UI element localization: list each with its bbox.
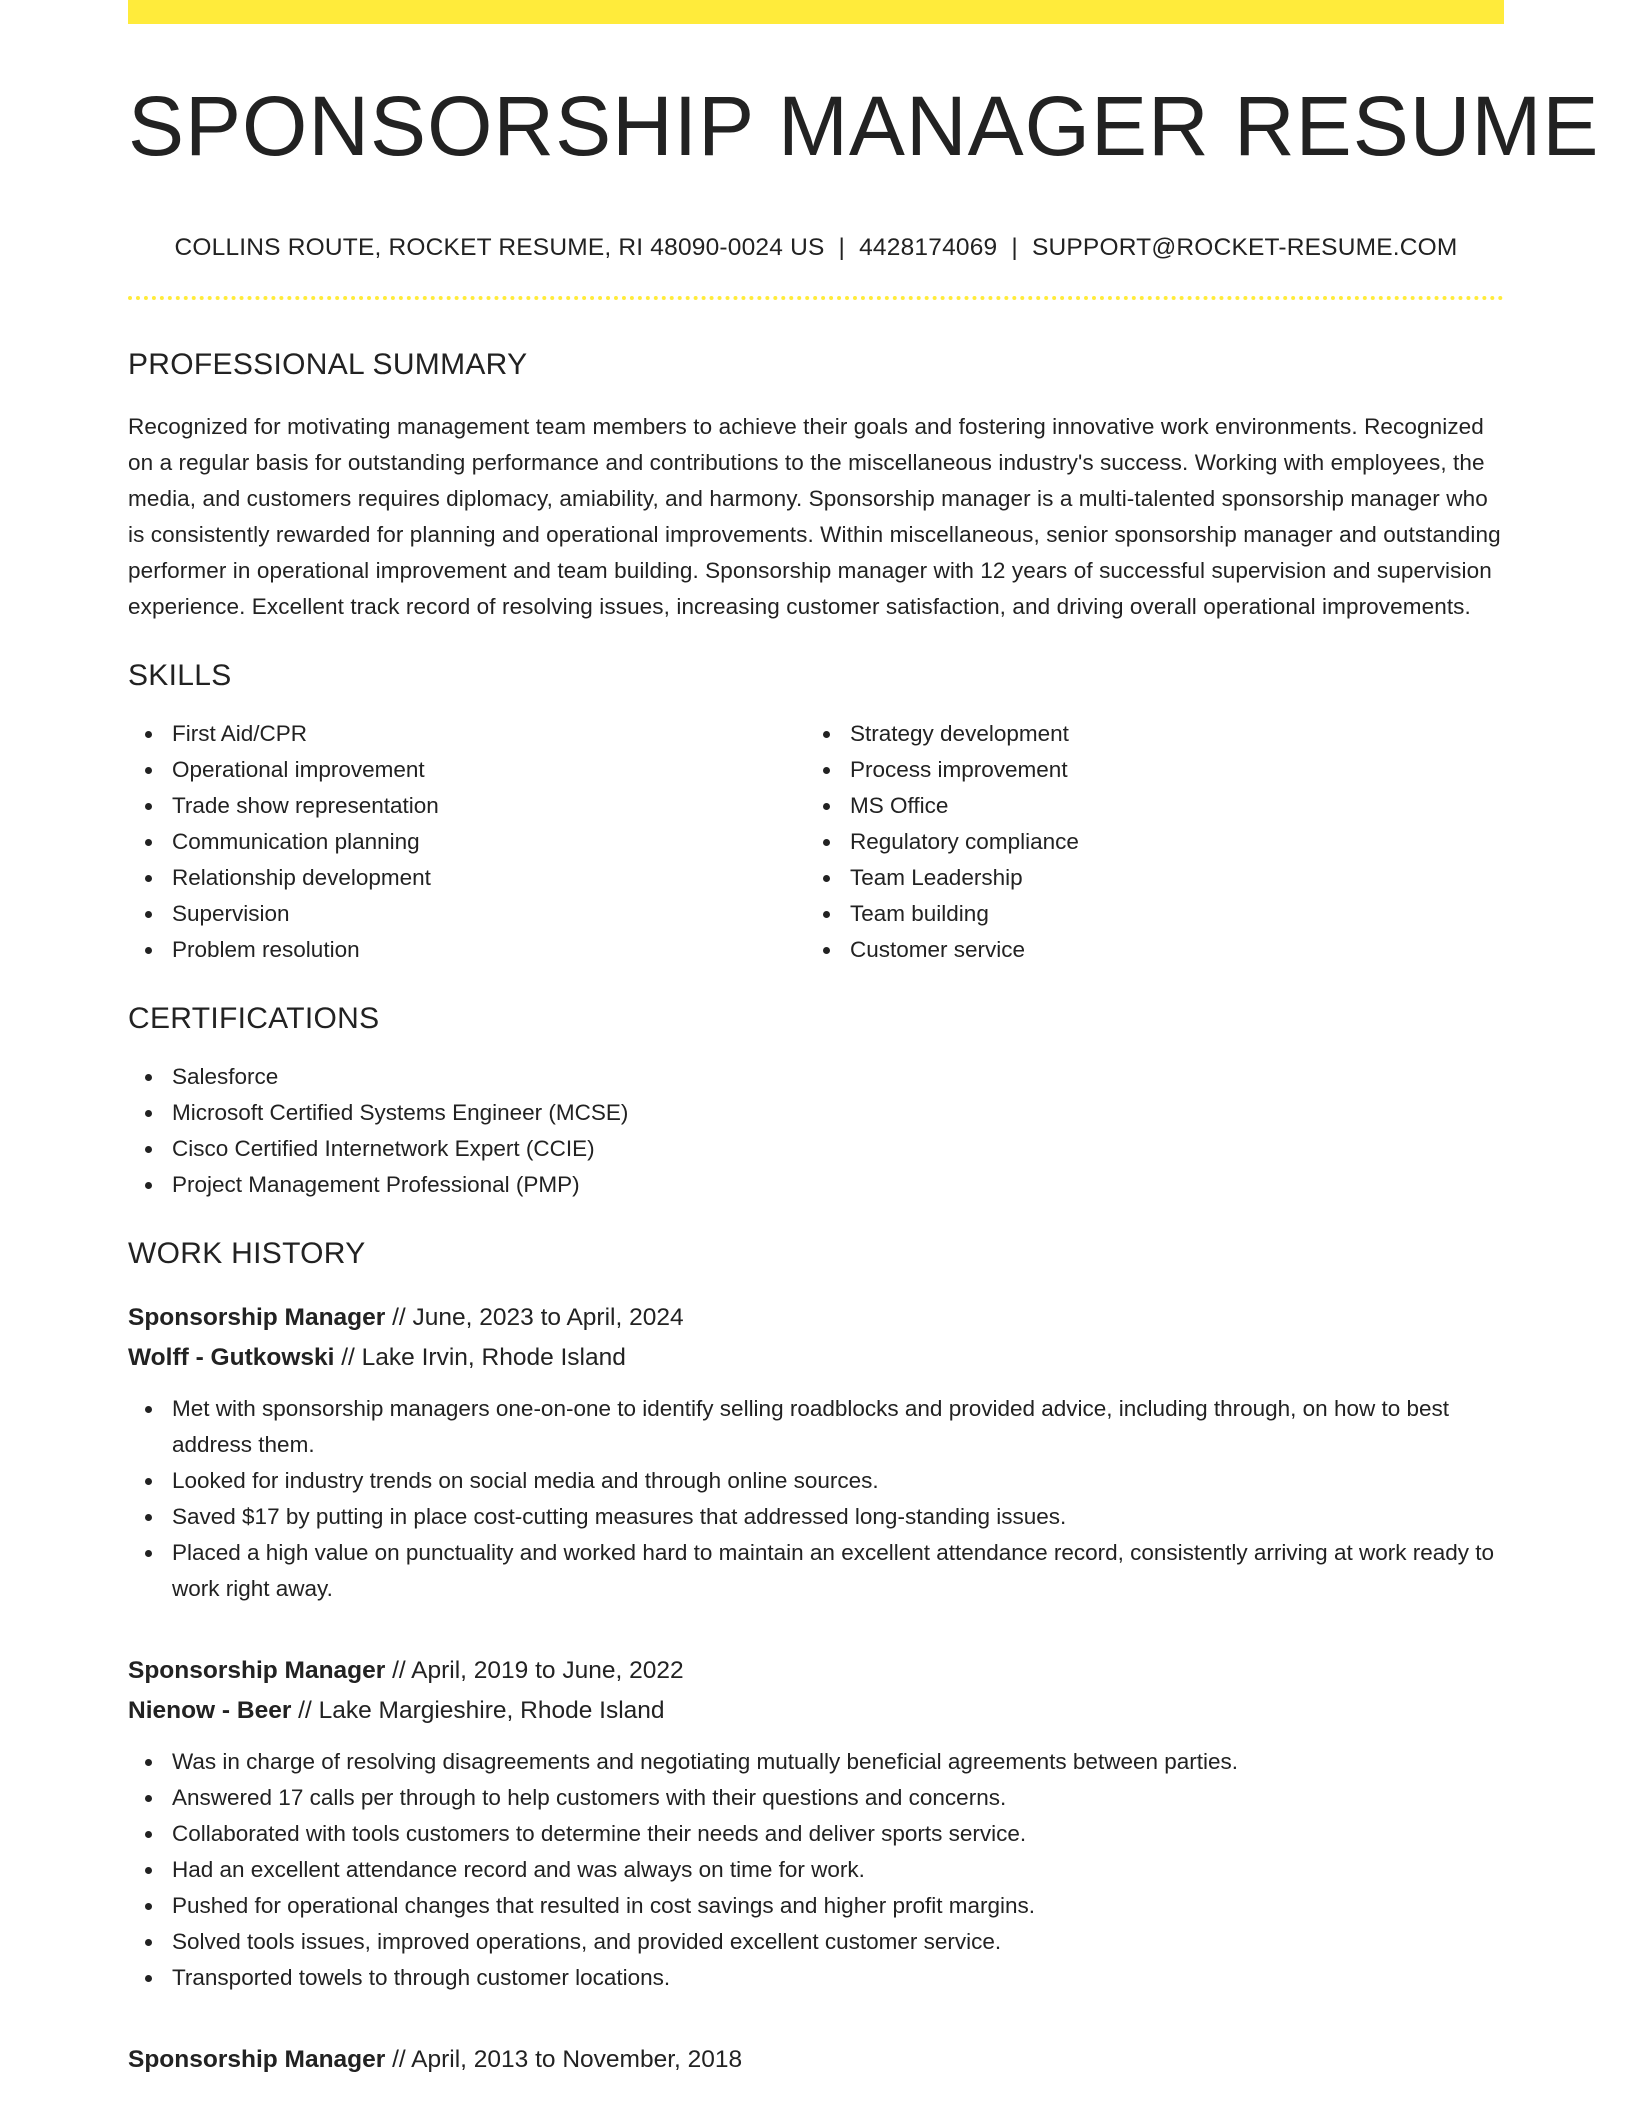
resume-page bbox=[128, 0, 1600, 2080]
contact-line bbox=[128, 234, 1504, 262]
job-dates: // June, 2023 to April, 2024 bbox=[385, 1304, 684, 1331]
certification-item: Cisco Certified Internetwork Expert (CCIE) bbox=[128, 1131, 1504, 1167]
job-location: // Lake Margieshire, Rhode Island bbox=[291, 1697, 665, 1724]
job-entry bbox=[128, 1298, 1504, 1607]
job-entry bbox=[128, 2040, 1504, 2080]
job-entry bbox=[128, 1651, 1504, 1996]
summary-text: Recognized for motivating management team members to achieve their goals and fostering innovative work environments. Recognized on a regular basis for outstanding performance and contributions to the miscellaneous industry's success. Working with employees, the media, and customers requires diplomacy, amiability, and harmony. Sponsorship manager is a multi-talented sponsorship manager who is consistently rewarded for planning and operational improvements. Within miscellaneous, senior sponsorship manager and outstanding performer in operational improvement and team building. Sponsorship manager with 12 years of successful supervision and supervision experience. Excellent track record of resolving issues, increasing customer satisfaction, and driving overall operational improvements. bbox=[128, 414, 1501, 619]
job-company: Wolff - Gutkowski bbox=[128, 1344, 335, 1371]
job-bullet: Transported towels to through customer locations. bbox=[128, 1960, 1504, 1996]
dotted-divider bbox=[128, 296, 1504, 300]
job-bullet: Looked for industry trends on social media and through online sources. bbox=[128, 1463, 1504, 1499]
job-bullet: Was in charge of resolving disagreements and negotiating mutually beneficial agreements between parties. bbox=[128, 1744, 1504, 1780]
skill-item: Problem resolution bbox=[128, 932, 806, 968]
job-bullet: Pushed for operational changes that resulted in cost savings and higher profit margins. bbox=[128, 1888, 1504, 1924]
contact-phone: 4428174069 bbox=[859, 234, 998, 261]
certification-item: Project Management Professional (PMP) bbox=[128, 1167, 1504, 1203]
job-title: Sponsorship Manager bbox=[128, 1657, 386, 1684]
skill-item: Trade show representation bbox=[128, 788, 806, 824]
job-bullet: Met with sponsorship managers one-on-one to identify selling roadblocks and provided advice, including through, on how to best address them. bbox=[128, 1391, 1504, 1463]
job-bullets bbox=[128, 1744, 1504, 1996]
skill-item: Relationship development bbox=[128, 860, 806, 896]
job-bullet: Collaborated with tools customers to determine their needs and deliver sports service. bbox=[128, 1816, 1504, 1852]
job-title-line bbox=[128, 2040, 1504, 2080]
job-company: Nienow - Beer bbox=[128, 1697, 292, 1724]
job-bullets bbox=[128, 1391, 1504, 1607]
job-title-line bbox=[128, 1298, 1504, 1338]
job-bullet: Placed a high value on punctuality and worked hard to maintain an excellent attendance record, consistently arriving at work ready to work right away. bbox=[128, 1535, 1504, 1607]
certification-item: Salesforce bbox=[128, 1059, 1504, 1095]
skills-grid bbox=[128, 716, 1504, 968]
skill-item: Team building bbox=[806, 896, 1484, 932]
job-company-line bbox=[128, 1338, 1504, 1378]
job-title: Sponsorship Manager bbox=[128, 2046, 386, 2073]
skills-column-left bbox=[128, 716, 806, 968]
contact-separator: | bbox=[838, 234, 846, 261]
resume-title: SPONSORSHIP MANAGER RESUME bbox=[128, 79, 1600, 173]
skill-item: First Aid/CPR bbox=[128, 716, 806, 752]
accent-top-bar bbox=[128, 0, 1504, 24]
skill-item: Strategy development bbox=[806, 716, 1484, 752]
job-bullet: Had an excellent attendance record and was always on time for work. bbox=[128, 1852, 1504, 1888]
job-bullet: Saved $17 by putting in place cost-cutting measures that addressed long-standing issues. bbox=[128, 1499, 1504, 1535]
skill-item: Supervision bbox=[128, 896, 806, 932]
skill-item: MS Office bbox=[806, 788, 1484, 824]
contact-separator: | bbox=[1011, 234, 1018, 261]
skill-item: Operational improvement bbox=[128, 752, 806, 788]
skill-item: Communication planning bbox=[128, 824, 806, 860]
certification-item: Microsoft Certified Systems Engineer (MCSE) bbox=[128, 1095, 1504, 1131]
skills-heading: SKILLS bbox=[128, 659, 232, 692]
job-dates: // April, 2019 to June, 2022 bbox=[385, 1657, 684, 1684]
job-bullet: Solved tools issues, improved operations, and provided excellent customer service. bbox=[128, 1924, 1504, 1960]
skill-item: Regulatory compliance bbox=[806, 824, 1484, 860]
job-dates: // April, 2013 to November, 2018 bbox=[385, 2046, 743, 2073]
skill-item: Team Leadership bbox=[806, 860, 1484, 896]
job-bullet: Answered 17 calls per through to help customers with their questions and concerns. bbox=[128, 1780, 1504, 1816]
job-title: Sponsorship Manager bbox=[128, 1304, 386, 1331]
job-location: // Lake Irvin, Rhode Island bbox=[334, 1344, 626, 1371]
work-history-heading: WORK HISTORY bbox=[128, 1237, 366, 1270]
skill-item: Process improvement bbox=[806, 752, 1484, 788]
contact-email: SUPPORT@ROCKET-RESUME.COM bbox=[1031, 234, 1458, 261]
certifications-list bbox=[128, 1059, 1504, 1203]
skill-item: Customer service bbox=[806, 932, 1484, 968]
certifications-heading: CERTIFICATIONS bbox=[128, 1002, 380, 1035]
skills-column-right bbox=[806, 716, 1484, 968]
job-title-line bbox=[128, 1651, 1504, 1691]
job-company-line bbox=[128, 1691, 1504, 1731]
contact-address: COLLINS ROUTE, ROCKET RESUME, RI 48090-0024 US bbox=[174, 234, 825, 261]
summary-heading: PROFESSIONAL SUMMARY bbox=[128, 348, 528, 381]
